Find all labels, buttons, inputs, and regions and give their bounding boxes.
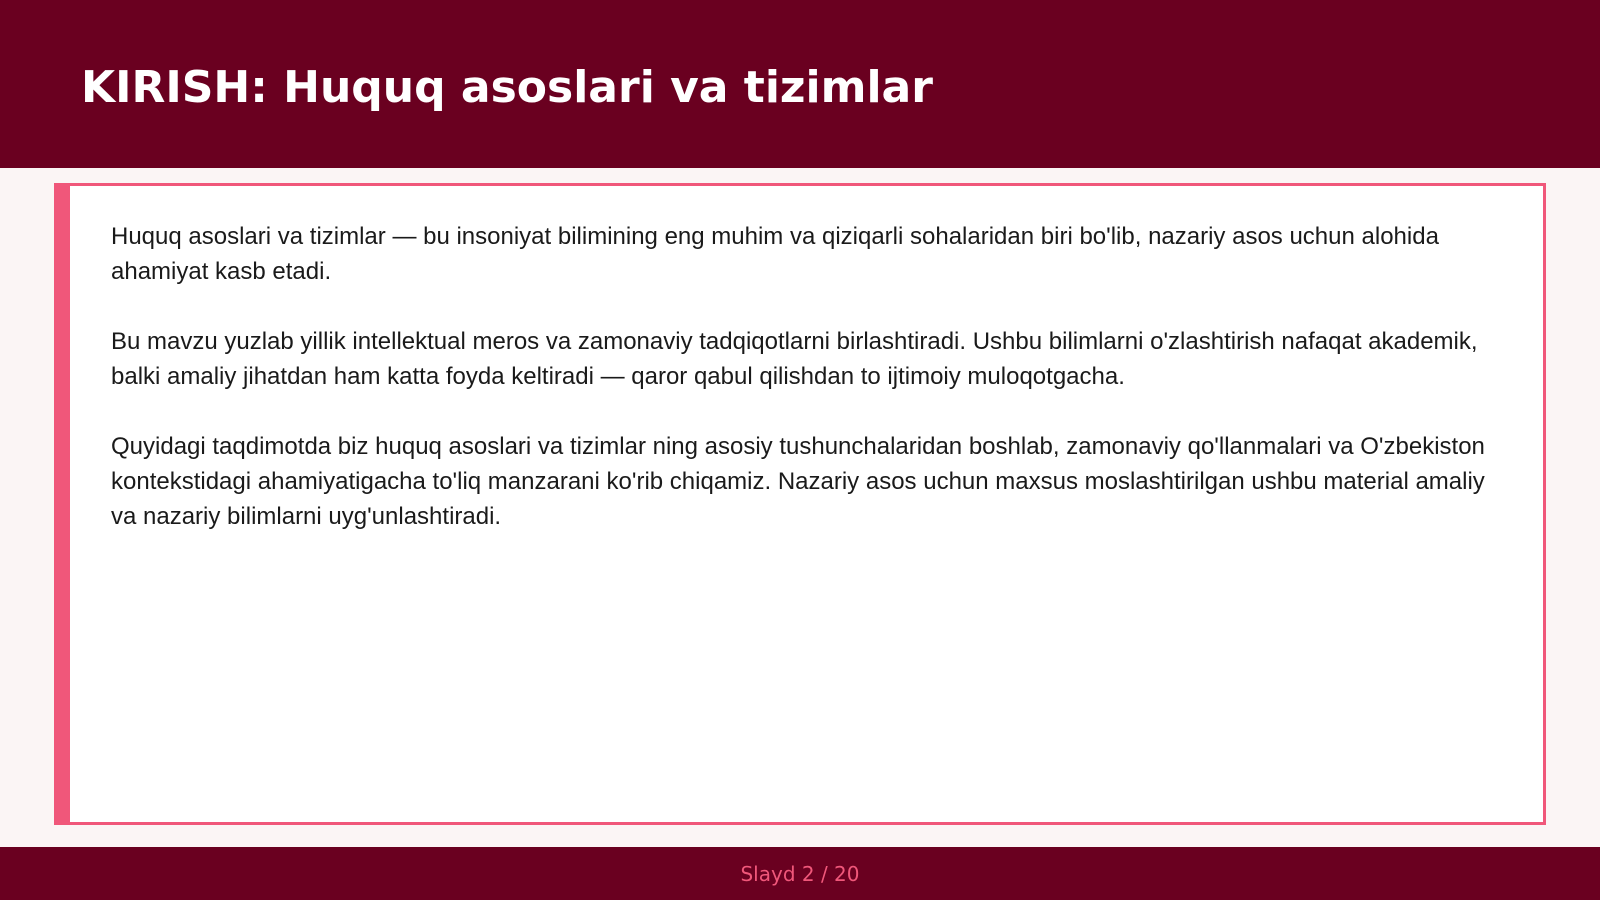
paragraph-intro: Huquq asoslari va tizimlar — bu insoniyat bilimining eng muhim va qiziqarli sohalaridan biri bo'lib, nazariy asos uchun alohida ahamiyat kasb etadi.	[111, 223, 1439, 285]
slide-footer	[0, 847, 1600, 900]
slide-title: KIRISH: Huquq asoslari va tizimlar	[81, 62, 933, 113]
content-card	[54, 183, 1546, 825]
paragraph-heritage: Bu mavzu yuzlab yillik intellektual meros va zamonaviy tadqiqotlarni birlashtiradi. Ushbu bilimlarni o'zlashtirish nafaqat akademik, balki amaliy jihatdan ham katta foyda keltiradi — qaror qabul qilishdan to ijtimoiy muloqotgacha.	[111, 328, 1478, 390]
slide-counter: Slayd 2 / 20	[740, 862, 860, 886]
slide-header	[0, 0, 1600, 168]
content-body	[111, 219, 1511, 569]
paragraph-overview: Quyidagi taqdimotda biz huquq asoslari va tizimlar ning asosiy tushunchalaridan boshlab, zamonaviy qo'llanmalari va O'zbekiston kontekstidagi ahamiyatigacha to'liq manzarani ko'rib chiqamiz. Nazariy asos uchun maxsus moslashtirilgan ushbu material amaliy va nazariy bilimlarni uyg'unlashtiradi.	[111, 433, 1485, 530]
